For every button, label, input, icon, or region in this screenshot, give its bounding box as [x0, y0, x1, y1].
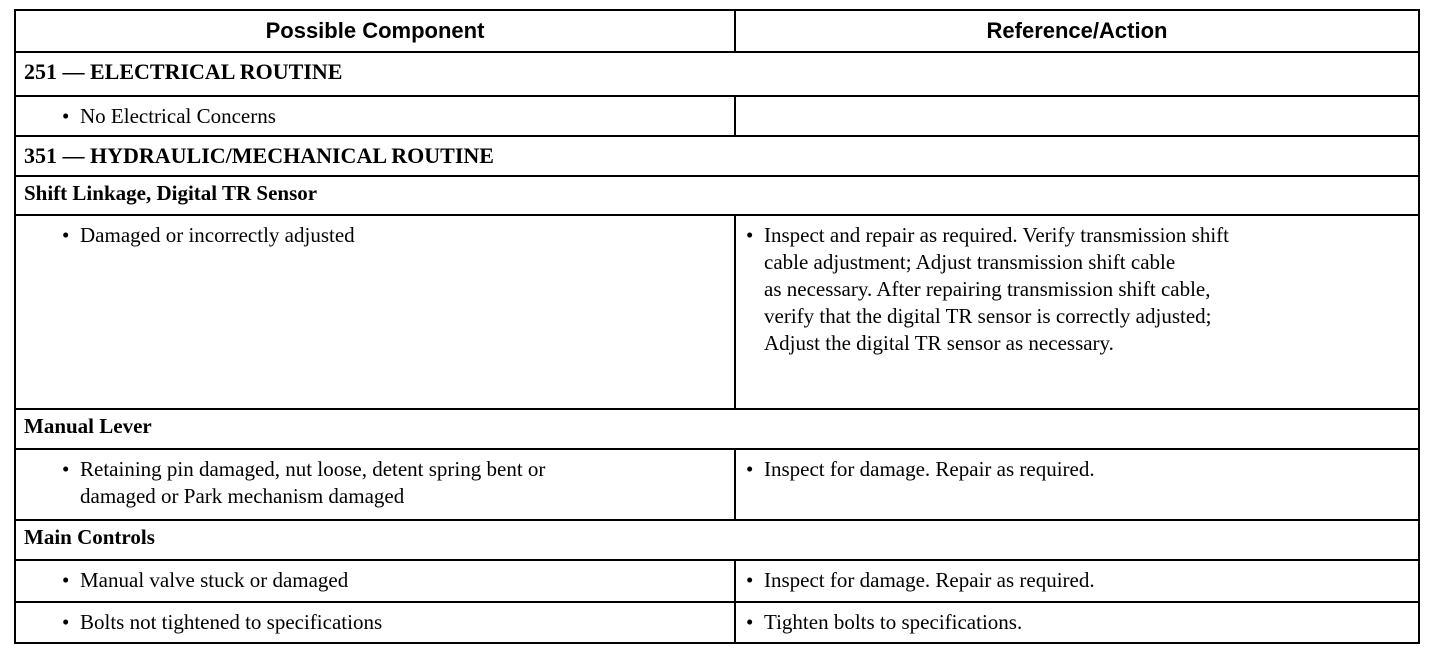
bullet: •: [62, 222, 70, 247]
header-row: [15, 10, 1419, 52]
table-row: [15, 560, 1419, 601]
table-row: [15, 602, 1419, 643]
reference-text: Inspect for damage. Repair as required.: [764, 568, 1095, 593]
component-text: Manual valve stuck or damaged: [80, 568, 349, 593]
group-shift-linkage: Shift Linkage, Digital TR Sensor: [15, 176, 1419, 214]
section-row: [15, 136, 1419, 176]
table-row: [15, 449, 1419, 520]
group-row: [15, 520, 1419, 560]
component-text: Bolts not tightened to specifications: [80, 609, 383, 634]
component-text: Damaged or incorrectly adjusted: [80, 222, 355, 247]
section-row: [15, 52, 1419, 95]
reference-text: Inspect for damage. Repair as required.: [764, 457, 1095, 482]
section-electrical-routine: 251 — ELECTRICAL ROUTINE: [15, 52, 1419, 95]
group-manual-lever: Manual Lever: [15, 409, 1419, 449]
reference-cell: [735, 215, 1419, 410]
reference-cell: [735, 602, 1419, 643]
component-cell: [15, 96, 735, 136]
reference-cell: [735, 449, 1419, 520]
reference-cell: [735, 560, 1419, 601]
header-reference-action: Reference/Action: [735, 10, 1419, 52]
reference-line: • Inspect and repair as required. Verify transmission shift: [746, 222, 1229, 247]
section-hydraulic-mechanical-routine: 351 — HYDRAULIC/MECHANICAL ROUTINE: [15, 136, 1419, 176]
bullet: •: [62, 609, 70, 634]
bullet: •: [746, 609, 754, 634]
bullet: •: [62, 457, 70, 482]
table-row: [15, 96, 1419, 136]
component-cell: [15, 560, 735, 601]
group-row: [15, 409, 1419, 449]
reference-line: cable adjustment; Adjust transmission shift cable: [764, 249, 1176, 274]
bullet: •: [62, 568, 70, 593]
header-possible-component: Possible Component: [15, 10, 735, 52]
bullet: •: [746, 568, 754, 593]
component-text: Retaining pin damaged, nut loose, detent spring bent or: [80, 457, 546, 482]
diagnostic-table: [14, 9, 1420, 644]
component-text: No Electrical Concerns: [80, 103, 276, 128]
bullet: •: [62, 103, 70, 128]
bullet: •: [746, 457, 754, 482]
group-main-controls: Main Controls: [15, 520, 1419, 560]
bullet: •: [746, 222, 754, 247]
group-row: [15, 176, 1419, 214]
table-row: [15, 215, 1419, 410]
reference-line: Adjust the digital TR sensor as necessary.: [764, 330, 1114, 355]
reference-text: Tighten bolts to specifications.: [764, 609, 1023, 634]
component-text: damaged or Park mechanism damaged: [80, 484, 405, 509]
reference-cell: [735, 96, 1419, 136]
component-cell: [15, 449, 735, 520]
reference-line: verify that the digital TR sensor is correctly adjusted;: [764, 303, 1212, 328]
component-cell: [15, 602, 735, 643]
component-cell: [15, 215, 735, 410]
reference-line: as necessary. After repairing transmission shift cable,: [764, 276, 1211, 301]
